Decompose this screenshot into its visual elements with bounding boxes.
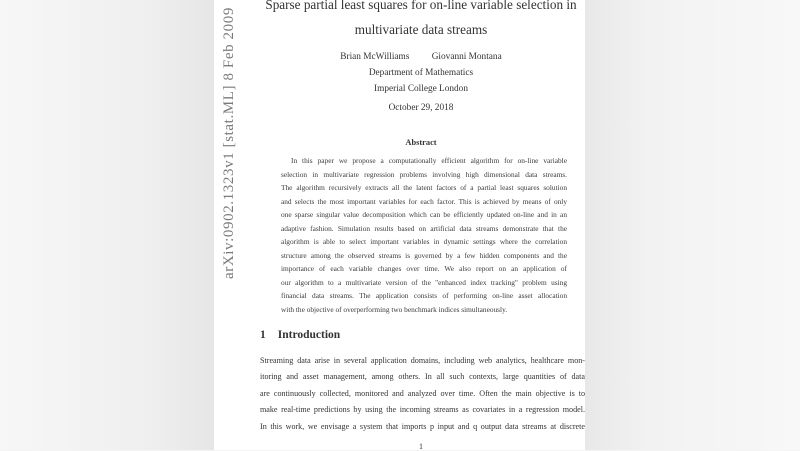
body-line: In this work, we envisage a system that imports p input and q output data streams at discrete [260, 421, 585, 431]
abstract-line: with the objective of overperforming two benchmark indices simultaneously. [281, 305, 508, 315]
paper-title-line-2: multivariate data streams [354, 22, 488, 37]
arxiv-identifier-stamp: arXiv:0902.1323v1 [stat.ML] 8 Feb 2009 [221, 7, 237, 279]
abstract-line: importance of each variable changes over time. We also report on an application of [281, 264, 567, 274]
section-title: Introduction [277, 329, 341, 341]
author-list [214, 52, 628, 62]
abstract-line: selection in multivariate regression problems involving high dimensional data streams. [281, 169, 567, 179]
body-line: Streaming data arise in several application domains, including web analytics, healthcare mon- [260, 356, 585, 365]
abstract-line: adaptive fashion. Simulation results based on artificial data streams demonstrate that the [281, 223, 567, 233]
paper-title-line-1: Sparse partial least squares for on-line variable selection in [265, 0, 577, 12]
paper-date: October 29, 2018 [388, 103, 454, 113]
abstract-body [281, 154, 567, 317]
author-institution: Imperial College London [374, 84, 468, 94]
section-number: 1 [260, 329, 266, 341]
author-name: Giovanni Montana [431, 52, 502, 62]
abstract-line: The algorithm recursively extracts all the latent factors of a partial least squares solution [281, 183, 567, 193]
left-margin-shadow [0, 0, 214, 450]
page-number: 1 [419, 442, 423, 451]
author-name: Brian McWilliams [340, 52, 410, 62]
abstract-line: In this paper we propose a computationally efficient algorithm for on-line variable [291, 156, 567, 165]
abstract-heading: Abstract [405, 138, 437, 147]
abstract-line: one sparse singular value decomposition which can be efficiently updated on-line and in an [281, 210, 567, 220]
abstract-line: structure among the observed streams is governed by a few hidden components and the [281, 250, 567, 260]
abstract-line: and selects the most important variables for each factor. This is achieved by means of only [281, 196, 567, 206]
body-line: are continuously collected, monitored and analyzed over time. Often the main objective is to [260, 388, 585, 398]
body-text [260, 353, 585, 435]
abstract-line: financial data streams. The application consists of performing on-line asset allocation [281, 291, 567, 301]
abstract-line: algorithm is able to select important variables in dynamic settings where the correlation [281, 237, 567, 247]
author-department: Department of Mathematics [368, 68, 474, 78]
abstract-line: our algorithm to a multivariate version of the "enhanced index tracking" problem using [281, 277, 567, 287]
section-heading [260, 329, 340, 341]
body-line: itoring and asset management, among others. In all such contexts, large quantities of data [260, 372, 585, 382]
body-line: make real-time predictions by using the incoming streams as covariates in a regression model. [260, 405, 585, 415]
